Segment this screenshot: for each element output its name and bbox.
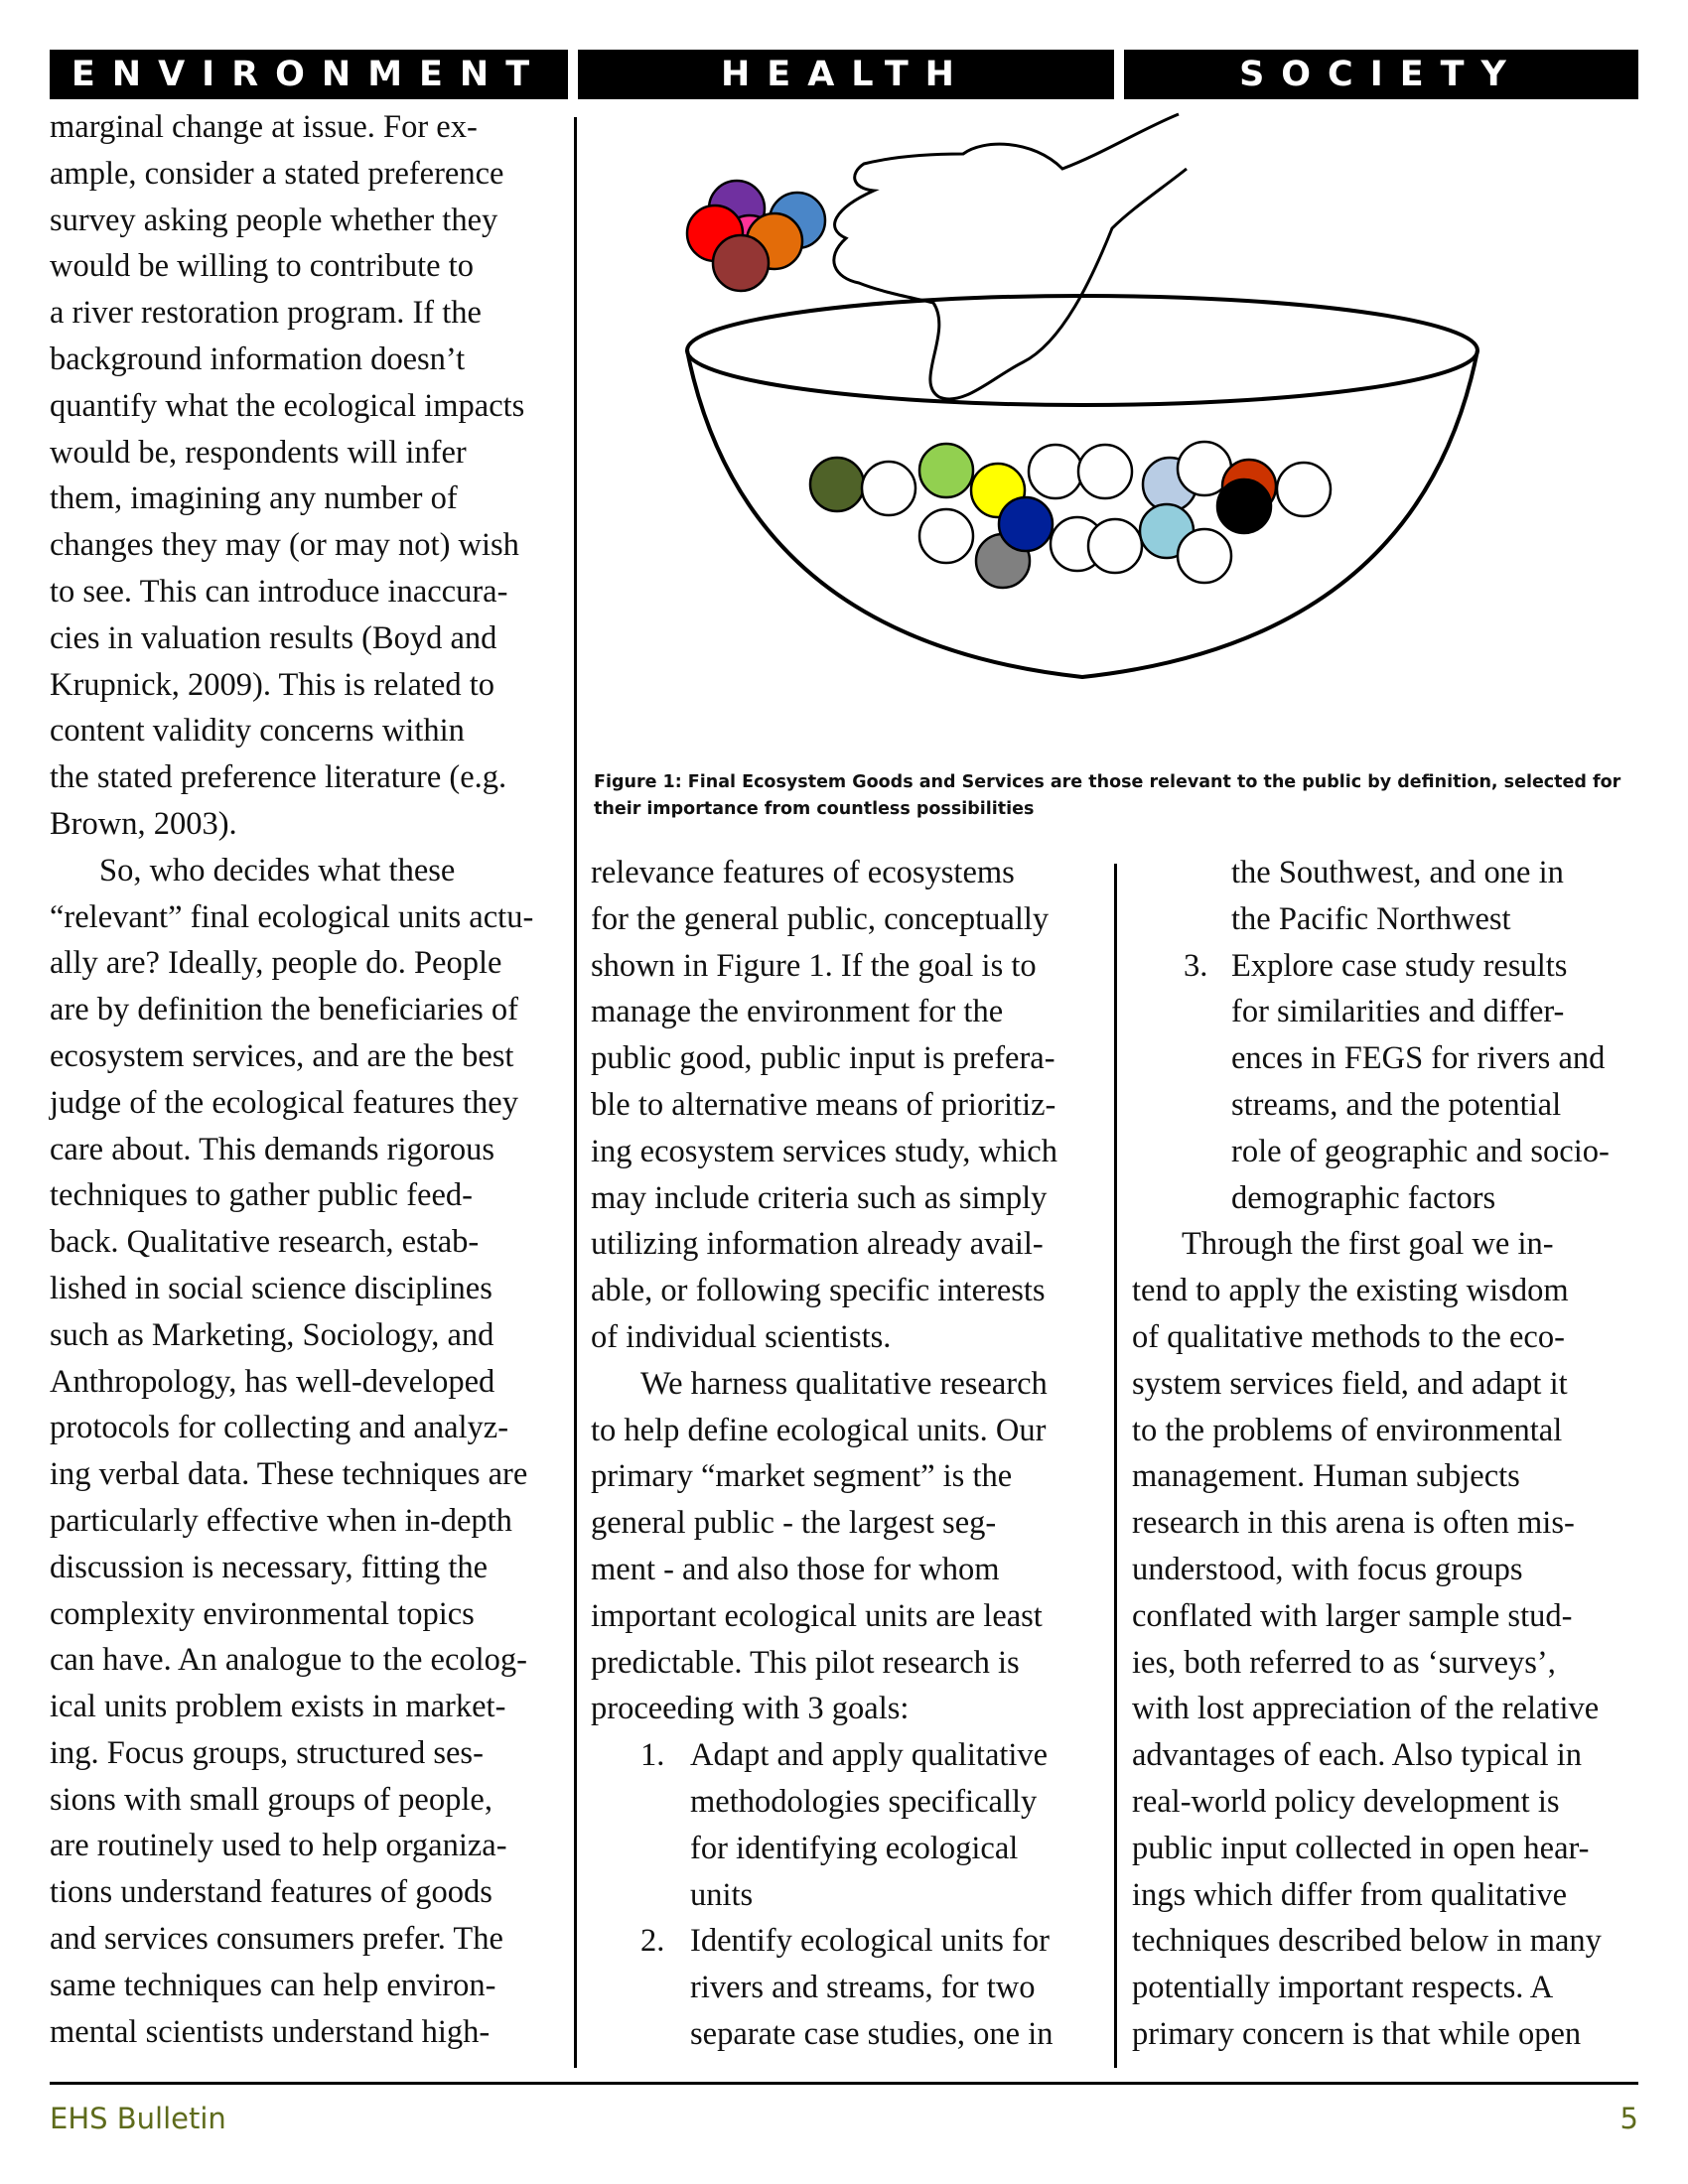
paragraph-1: [50, 104, 561, 848]
text-line: background information doesn’t: [50, 341, 466, 377]
text-line: of individual scientists.: [591, 1318, 892, 1355]
text-line: primary “market segment” is the: [591, 1458, 1013, 1495]
text-line: ally are? Ideally, people do. People: [50, 945, 502, 982]
text-line: Through the first goal we in-: [1182, 1226, 1554, 1263]
text-line: ing verbal data. These techniques are: [50, 1456, 528, 1493]
goal-item-3: [1132, 943, 1643, 1222]
text-column-1: [50, 104, 561, 2055]
text-line: sions with small groups of people,: [50, 1781, 492, 1818]
text-line: back. Qualitative research, estab-: [50, 1224, 480, 1261]
text-line: conflated with larger sample stud-: [1132, 1597, 1573, 1634]
text-line: ies, both referred to as ‘surveys’,: [1132, 1644, 1556, 1681]
bowl-marble: [1029, 445, 1082, 498]
bowl-marble: [862, 462, 915, 515]
text-line: role of geographic and socio-: [1231, 1133, 1610, 1169]
text-line: We harness qualitative research: [640, 1365, 1048, 1402]
text-line: lished in social science disciplines: [50, 1270, 492, 1306]
text-line: utilizing information already avail-: [591, 1226, 1044, 1263]
bowl-marble: [919, 509, 973, 563]
figure-caption: Figure 1: Final Ecosystem Goods and Services are those relevant to the public by definition, selected for their importance from countless possibilities: [594, 772, 1621, 819]
text-line: proceeding with 3 goals:: [591, 1691, 910, 1727]
bowl-marble: [810, 458, 864, 511]
text-line: Explore case study results: [1231, 947, 1568, 984]
text-line: potentially important respects. A: [1132, 1970, 1554, 2006]
text-line: public input collected in open hear-: [1132, 1830, 1590, 1866]
text-line: and services consumers prefer. The: [50, 1921, 503, 1958]
bowl-marble: [1088, 519, 1142, 573]
text-line: manage the environment for the: [591, 994, 1004, 1030]
column-divider-2: [1114, 864, 1117, 2068]
page-number: 5: [1619, 2102, 1638, 2135]
text-line: the Pacific Northwest: [1231, 900, 1511, 937]
goal-number-1: 1.: [640, 1737, 665, 1774]
goal-number-3: 3.: [1184, 947, 1208, 984]
text-line: ences in FEGS for rivers and: [1231, 1040, 1606, 1077]
section-label-environment: ENVIRONMENT: [50, 50, 568, 99]
text-line: methodologies specifically: [690, 1783, 1038, 1820]
text-line: Brown, 2003).: [50, 805, 237, 842]
text-line: survey asking people whether they: [50, 202, 498, 238]
text-line: tend to apply the existing wisdom: [1132, 1273, 1569, 1309]
text-line: to see. This can introduce inaccura-: [50, 573, 508, 610]
text-line: same techniques can help environ-: [50, 1967, 496, 2003]
text-line: complexity environmental topics: [50, 1595, 475, 1632]
bowl-marble: [919, 444, 973, 497]
text-line: units: [690, 1876, 754, 1913]
text-line: Anthropology, has well-developed: [50, 1363, 495, 1400]
text-line: the stated preference literature (e.g.: [50, 759, 507, 796]
text-line: advantages of each. Also typical in: [1132, 1737, 1583, 1774]
text-line: content validity concerns within: [50, 713, 465, 750]
hand-marble: [713, 235, 769, 291]
text-line: protocols for collecting and analyz-: [50, 1410, 509, 1446]
goals-list-continued: [1132, 943, 1643, 1222]
bowl-marble: [999, 497, 1053, 551]
text-line: Identify ecological units for: [690, 1923, 1050, 1960]
text-line: are by definition the beneficiaries of: [50, 992, 518, 1028]
paragraph-4: [591, 1361, 1097, 1732]
text-column-2: [591, 850, 1097, 2058]
paragraph-2: [50, 848, 561, 2056]
text-line: Krupnick, 2009). This is related to: [50, 666, 495, 703]
text-line: techniques to gather public feed-: [50, 1177, 473, 1214]
text-line: management. Human subjects: [1132, 1458, 1520, 1495]
goal-item-2: [591, 1918, 1097, 2057]
text-line: rivers and streams, for two: [690, 1970, 1036, 2006]
text-line: judge of the ecological features they: [50, 1084, 518, 1121]
text-line: to help define ecological units. Our: [591, 1412, 1047, 1448]
text-column-3: [1132, 850, 1643, 2058]
section-label-society: SOCIETY: [1124, 50, 1638, 99]
text-line: shown in Figure 1. If the goal is to: [591, 947, 1037, 984]
section-label-health: HEALTH: [578, 50, 1114, 99]
text-line: may include criteria such as simply: [591, 1179, 1048, 1216]
text-line: the Southwest, and one in: [1231, 855, 1564, 890]
text-line: important ecological units are least: [591, 1597, 1043, 1634]
goal-item-1: [591, 1732, 1097, 1918]
text-line: streams, and the potential: [1231, 1086, 1562, 1123]
text-line: ing. Focus groups, structured ses-: [50, 1734, 484, 1771]
bowl-marble: [1217, 479, 1271, 533]
text-line: of qualitative methods to the eco-: [1132, 1318, 1565, 1355]
text-line: particularly effective when in-depth: [50, 1502, 512, 1539]
text-line: ecosystem services, and are the best: [50, 1037, 514, 1074]
text-line: able, or following specific interests: [591, 1273, 1046, 1309]
text-line: for similarities and differ-: [1231, 994, 1565, 1030]
bowl-marble: [1078, 445, 1132, 498]
text-line: relevance features of ecosystems: [591, 855, 1015, 890]
text-line: discussion is necessary, fitting the: [50, 1549, 489, 1585]
publication-name: EHS Bulletin: [50, 2102, 226, 2135]
text-line: ment - and also those for whom: [591, 1551, 1000, 1587]
text-line: would be willing to contribute to: [50, 248, 474, 285]
text-line: care about. This demands rigorous: [50, 1131, 494, 1167]
paragraph-3: [591, 850, 1097, 1361]
bowl-rim: [687, 296, 1477, 405]
text-line: “relevant” final ecological units actu-: [50, 898, 534, 935]
text-line: tions understand features of goods: [50, 1874, 492, 1911]
text-line: public good, public input is prefera-: [591, 1040, 1055, 1077]
text-line: real-world policy development is: [1132, 1783, 1560, 1820]
text-line: would be, respondents will infer: [50, 434, 467, 471]
text-line: general public - the largest seg-: [591, 1505, 997, 1542]
text-line: a river restoration program. If the: [50, 295, 482, 332]
text-line: ical units problem exists in market-: [50, 1689, 506, 1725]
text-line: primary concern is that while open: [1132, 2015, 1582, 2052]
text-line: system services field, and adapt it: [1132, 1365, 1568, 1402]
paragraph-5: [1132, 1221, 1643, 2057]
text-line: are routinely used to help organiza-: [50, 1828, 507, 1864]
text-line: them, imagining any number of: [50, 480, 458, 517]
bowl-marble: [1277, 463, 1331, 516]
text-line: research in this arena is often mis-: [1132, 1505, 1575, 1542]
text-line: ble to alternative means of prioritiz-: [591, 1086, 1056, 1123]
text-line: demographic factors: [1231, 1179, 1496, 1216]
figure-marbles-bowl: [586, 99, 1638, 754]
text-line: ings which differ from qualitative: [1132, 1876, 1568, 1913]
goals-list: [591, 1732, 1097, 2058]
text-line: ing ecosystem services study, which: [591, 1133, 1057, 1169]
text-line: marginal change at issue. For ex-: [50, 109, 478, 145]
text-line: can have. An analogue to the ecolog-: [50, 1642, 527, 1679]
column-divider-1: [574, 117, 577, 2068]
text-line: quantify what the ecological impacts: [50, 387, 525, 424]
text-line: Adapt and apply qualitative: [690, 1737, 1049, 1774]
text-line: ample, consider a stated preference: [50, 155, 504, 192]
text-line: separate case studies, one in: [690, 2015, 1054, 2052]
text-line: techniques described below in many: [1132, 1923, 1602, 1960]
hand-illustration: [834, 114, 1187, 399]
text-line: mental scientists understand high-: [50, 2013, 491, 2050]
text-line: for identifying ecological: [690, 1830, 1019, 1866]
text-line: predictable. This pilot research is: [591, 1644, 1020, 1681]
goal-number-2: 2.: [640, 1923, 665, 1960]
text-line: for the general public, conceptually: [591, 900, 1050, 937]
text-line: such as Marketing, Sociology, and: [50, 1316, 494, 1353]
goal-item-2-continued: [1132, 850, 1643, 943]
text-line: to the problems of environmental: [1132, 1412, 1563, 1448]
text-line: understood, with focus groups: [1132, 1551, 1523, 1587]
text-line: cies in valuation results (Boyd and: [50, 619, 497, 656]
text-line: with lost appreciation of the relative: [1132, 1691, 1600, 1727]
footer-rule: [50, 2082, 1638, 2085]
text-line: changes they may (or may not) wish: [50, 527, 519, 564]
bowl-body: [687, 350, 1477, 677]
text-line: So, who decides what these: [99, 852, 456, 888]
bowl-marble: [1178, 529, 1231, 583]
